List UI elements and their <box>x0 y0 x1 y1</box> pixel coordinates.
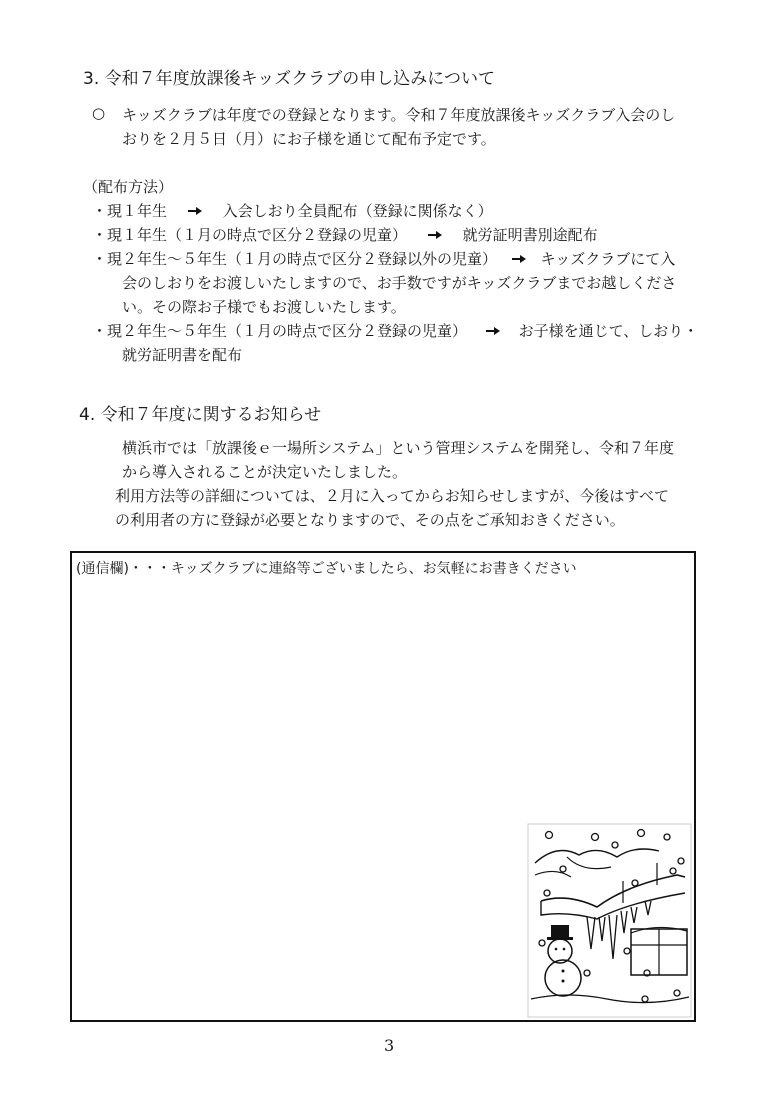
section4-line: 横浜市では「放課後ｅ一場所システム」という管理システムを開発し、令和７年度 <box>122 439 675 457</box>
section4-line: から導入されることが決定いたしました。 <box>122 463 408 481</box>
contact-box-label: (通信欄)・・・キッズクラブに連絡等ございましたら、お気軽にお書きください <box>76 561 577 577</box>
item-right: キッズクラブにて入 <box>540 250 676 268</box>
list-item <box>92 248 675 269</box>
item-continuation: 就労証明書を配布 <box>122 346 243 364</box>
list-item <box>92 200 493 221</box>
item-left: ・現１年生（１月の時点で区分２登録の児童） <box>92 226 408 244</box>
item-left: ・現２年生～５年生（１月の時点で区分２登録以外の児童） <box>92 250 498 268</box>
item-continuation: 会のしおりをお渡しいたしますので、お手数ですがキッズクラブまでお越しくださ <box>122 274 677 292</box>
section3-intro-line2: おりを２月５日（月）にお子様を通じて配布予定です。 <box>122 130 496 148</box>
item-left: ・現２年生～５年生（１月の時点で区分２登録の児童） <box>92 322 468 340</box>
item-right: 就労証明書別途配布 <box>462 226 598 244</box>
section3-title: 3. 令和７年度放課後キッズクラブの申し込みについて <box>83 69 495 89</box>
section4-title: 4. 令和７年度に関するお知らせ <box>79 405 322 425</box>
winter-snowman-illustration <box>527 823 692 1018</box>
section4-line: の利用者の方に登録が必要となりますので、その点をご承知おきください。 <box>115 511 625 529</box>
arrow-right-icon <box>486 327 500 335</box>
item-continuation: い。その際お子様でもお渡しいたします。 <box>122 298 406 316</box>
item-right: お子様を通じて、しおり・ <box>518 322 699 340</box>
arrow-right-icon <box>428 231 442 239</box>
distribution-method-label: （配布方法） <box>83 178 174 196</box>
arrow-right-icon <box>188 207 202 215</box>
section3-intro-line1: キッズクラブは年度での登録となります。令和７年度放課後キッズクラブ入会のし <box>122 106 676 124</box>
list-item <box>92 224 598 245</box>
item-right: 入会しおり全員配布（登録に関係なく） <box>222 202 493 220</box>
page-number: 3 <box>384 1036 395 1055</box>
item-left: ・現１年生 <box>92 202 168 220</box>
arrow-right-icon <box>512 255 526 263</box>
section4-line: 利用方法等の詳細については、２月に入ってからお知らせしますが、今後はすべて <box>115 487 669 505</box>
list-item <box>92 320 698 341</box>
circle-bullet: ○ <box>92 104 106 122</box>
